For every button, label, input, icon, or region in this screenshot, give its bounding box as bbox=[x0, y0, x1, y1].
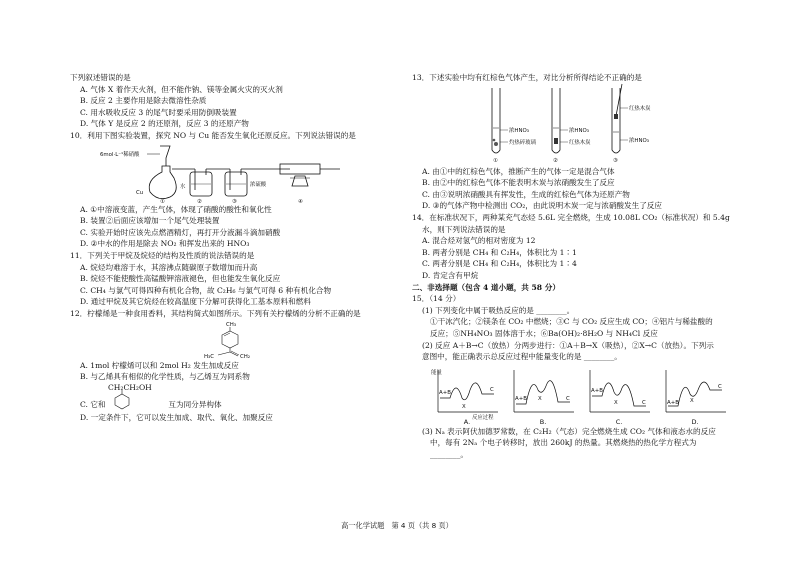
reactant-label: A+B bbox=[591, 387, 603, 394]
diagram-d-caption: D. bbox=[691, 417, 699, 426]
tube1-acid-label: 浓HNO₃ bbox=[509, 127, 529, 134]
tube3-number: ③ bbox=[613, 157, 618, 164]
process-axis-label: 反应过程 bbox=[472, 414, 494, 421]
q10-option-c: C. 实验开始时应该先点燃酒精灯，再打开分液漏斗滴加硝酸 bbox=[80, 227, 281, 237]
q15-part1: (1) 下列变化中属于吸热反应的是 ________。 bbox=[422, 305, 575, 315]
diagram-c-caption: C. bbox=[615, 417, 623, 426]
q15-number: 15．（14 分） bbox=[412, 294, 461, 304]
reactant-label: A+B bbox=[667, 399, 679, 406]
energy-diagrams bbox=[432, 364, 730, 426]
q15-part1-items-line1: ①干冰汽化；②镁条在 CO₂ 中燃烧；③C 与 CO₂ 反应生成 CO；④铝片与稀盐酸的 bbox=[430, 317, 713, 327]
q13-option-d: D. ③的气体产物中检测出 CO₂，由此说明木炭一定与浓硝酸发生了反应 bbox=[422, 201, 662, 211]
intermediate-label: X bbox=[614, 399, 618, 406]
q14-stem-line1: 14．在标准状况下，两种某充气态烃 5.6L 完全燃烧，生成 10.08L CO₂（标准状况）和 5.4g bbox=[412, 212, 730, 222]
q10-option-d: D. ②中水的作用是除去 NO₂ 和挥发出来的 HNO₃ bbox=[80, 239, 250, 249]
q10-apparatus-figure bbox=[100, 142, 395, 204]
figure-label-4: ④ bbox=[298, 198, 303, 205]
q15-part2-line1: (2) 反应 A＋B→C（放热）分两步进行：①A＋B→X（吸热），②X→C（放热）。下列示 bbox=[422, 340, 714, 350]
q12-option-c bbox=[70, 392, 395, 412]
q11-option-a: A. 烷烃均难溶于水，其溶沸点随碳原子数增加而升高 bbox=[80, 262, 258, 272]
intermediate-label: X bbox=[690, 397, 694, 404]
tube1-number: ① bbox=[493, 157, 498, 164]
ch3-label: CH₃ bbox=[226, 321, 236, 328]
q12-stem: 12．柠檬烯是一种食用香料，其结构简式如图所示。下列有关柠檬烯的分析不正确的是 bbox=[70, 308, 361, 318]
q10-stem: 10．利用下图实验装置，探究 NO 与 Cu 能否发生氧化还原反应。下列说法错误的是 bbox=[70, 130, 356, 140]
q15-part1-items-line2: 反应；⑤NH₄NO₃ 固体溶于水；⑥Ba(OH)₂·8H₂O 与 NH₄Cl 反应 bbox=[430, 328, 658, 338]
section-2-heading: 二、非选择题（包含 4 道小题，共 58 分） bbox=[412, 282, 560, 292]
right-column bbox=[412, 72, 730, 460]
q13-stem: 13．下述实验中均有红棕色气体产生，对比分析所得结论不正确的是 bbox=[412, 73, 642, 82]
q9-option-b: B. 反应 2 主要作用是除去微溶性杂质 bbox=[80, 96, 207, 106]
q14-option-a: A. 混合烃对氢气的相对密度为 12 bbox=[422, 236, 536, 246]
figure-label-3: ③ bbox=[232, 198, 237, 205]
left-column bbox=[70, 72, 395, 423]
q13-option-b: B. 由②中的红棕色气体不能表明木炭与浓硝酸发生了反应 bbox=[422, 178, 615, 188]
q15-part3-line1: (3) Nₐ 表示阿伏加德罗常数，在 C₂H₂（气态）完全燃烧生成 CO₂ 气体和液态水的反应 bbox=[422, 426, 716, 436]
q9-option-c: C. 用水吸收反应 3 的尾气时要采用防倒吸装置 bbox=[80, 107, 237, 117]
q15-part3-line2: 中，每有 2Nₐ 个电子转移时，放出 260kJ 的热量。其燃烧热的热化学方程式为 bbox=[430, 438, 697, 448]
q11-option-c: C. CH₄ 与氯气可得四种有机化合物，故 C₂H₆ 与氯气可得 6 种有机化合物 bbox=[80, 285, 332, 295]
figure-label-1: ① bbox=[160, 198, 165, 205]
q14-option-b: B. 两者分别是 CH₄ 和 C₂H₄，体积比为 1∶1 bbox=[422, 247, 577, 257]
q12-option-c-prefix: C. 它和 bbox=[80, 399, 106, 409]
q10-option-a: A. ①中溶液变蓝，产生气体，体现了硝酸的酸性和氧化性 bbox=[80, 204, 272, 214]
intermediate-label: X bbox=[538, 395, 542, 402]
reactant-label: A+B bbox=[515, 395, 527, 402]
q14-option-c: C. 两者分别是 CH₄ 和 C₂H₄，体积比为 1∶4 bbox=[422, 259, 577, 269]
q9-option-a: A. 气体 X 着作天火剂，但不能作钠、镁等金属火灾的灭火剂 bbox=[80, 84, 283, 94]
q14-stem-line2: 水，则下列说法错误的是 bbox=[422, 224, 506, 234]
reactant-label: A+B bbox=[439, 389, 451, 396]
q12-option-a: A. 1mol 柠檬烯可以和 2mol H₂ 发生加成反应 bbox=[80, 360, 239, 370]
water-label: 水 bbox=[180, 183, 186, 190]
energy-axis-label: 能量 bbox=[431, 369, 442, 376]
q15-part3-line3: ________。 bbox=[430, 449, 468, 459]
diagram-a-caption: A. bbox=[463, 417, 471, 426]
tube3-carbon-label: 红热木炭 bbox=[629, 105, 651, 112]
energy-diagram-d bbox=[660, 364, 730, 426]
q12-option-c-suffix: 互为同分异构体 bbox=[168, 399, 222, 409]
figure-label-2: ② bbox=[197, 198, 202, 205]
q13-option-a: A. 由①中的红棕色气体，推断产生的气体一定是混合气体 bbox=[422, 166, 615, 176]
acid-label: 6mol·L⁻¹稀硝酸 bbox=[100, 151, 140, 158]
q12-option-b: B. 与乙烯具有相似的化学性质，与乙烯互为同系物 bbox=[80, 372, 250, 382]
h3c-label: H₃C bbox=[204, 353, 214, 360]
q9-option-d: D. 气体 Y 是反应 2 的还原剂，反应 3 的还原产物 bbox=[80, 119, 249, 129]
q12-option-c-top: CH₂CH₂OH bbox=[108, 382, 152, 392]
intro-line: 下列叙述错误的是 bbox=[70, 73, 131, 82]
q13-tubes-figure bbox=[482, 84, 730, 166]
energy-diagram-b bbox=[508, 364, 578, 426]
q10-option-b: B. 装置②后面应该增加一个尾气处理装置 bbox=[80, 216, 220, 226]
q11-option-d: D. 通过甲烷及其它烷烃在较高温度下分解可获得化工基本原料和燃料 bbox=[80, 297, 311, 307]
tube2-acid-label: 浓HNO₃ bbox=[569, 127, 589, 134]
energy-diagram-c bbox=[584, 364, 654, 426]
q14-option-d: D. 肯定含有甲烷 bbox=[422, 270, 479, 280]
h2so4-label: 浓硫酸 bbox=[250, 181, 267, 188]
cu-label: Cu bbox=[136, 189, 144, 196]
q11-option-b: B. 烷烃不能使酸性高锰酸钾溶液褪色，但也能发生氧化反应 bbox=[80, 274, 281, 284]
product-label: C bbox=[718, 383, 722, 390]
tube2-carbon-label: 红热木炭 bbox=[569, 139, 591, 146]
product-label: C bbox=[566, 395, 570, 402]
tube3-acid-label: 浓HNO₃ bbox=[629, 137, 649, 144]
q12-option-d: D. 一定条件下，它可以发生加成、取代、氧化、加聚反应 bbox=[80, 412, 273, 422]
product-label: C bbox=[642, 399, 646, 406]
ch2-label: CH₂ bbox=[240, 353, 250, 360]
diagram-b-caption: B. bbox=[539, 417, 547, 426]
page-footer: 高一化学试题 第 4 页（共 8 页） bbox=[341, 521, 453, 530]
tube1-glass-label: 灼热碎玻璃 bbox=[509, 139, 536, 146]
tube2-number: ② bbox=[553, 157, 558, 164]
q13-option-c: C. 由③说明浓硝酸具有挥发性，生成的红棕色气体为还原产物 bbox=[422, 189, 630, 199]
q11-stem: 11．下列关于甲烷及烷烃的结构及性质的说法错误的是 bbox=[70, 250, 255, 260]
q15-part2-line2: 意图中，能正确表示总反应过程中能量变化的是 ________。 bbox=[422, 352, 622, 362]
limonene-structure bbox=[200, 320, 395, 360]
energy-diagram-a bbox=[432, 364, 502, 426]
intermediate-label: X bbox=[462, 403, 466, 410]
product-label: C bbox=[490, 386, 494, 393]
